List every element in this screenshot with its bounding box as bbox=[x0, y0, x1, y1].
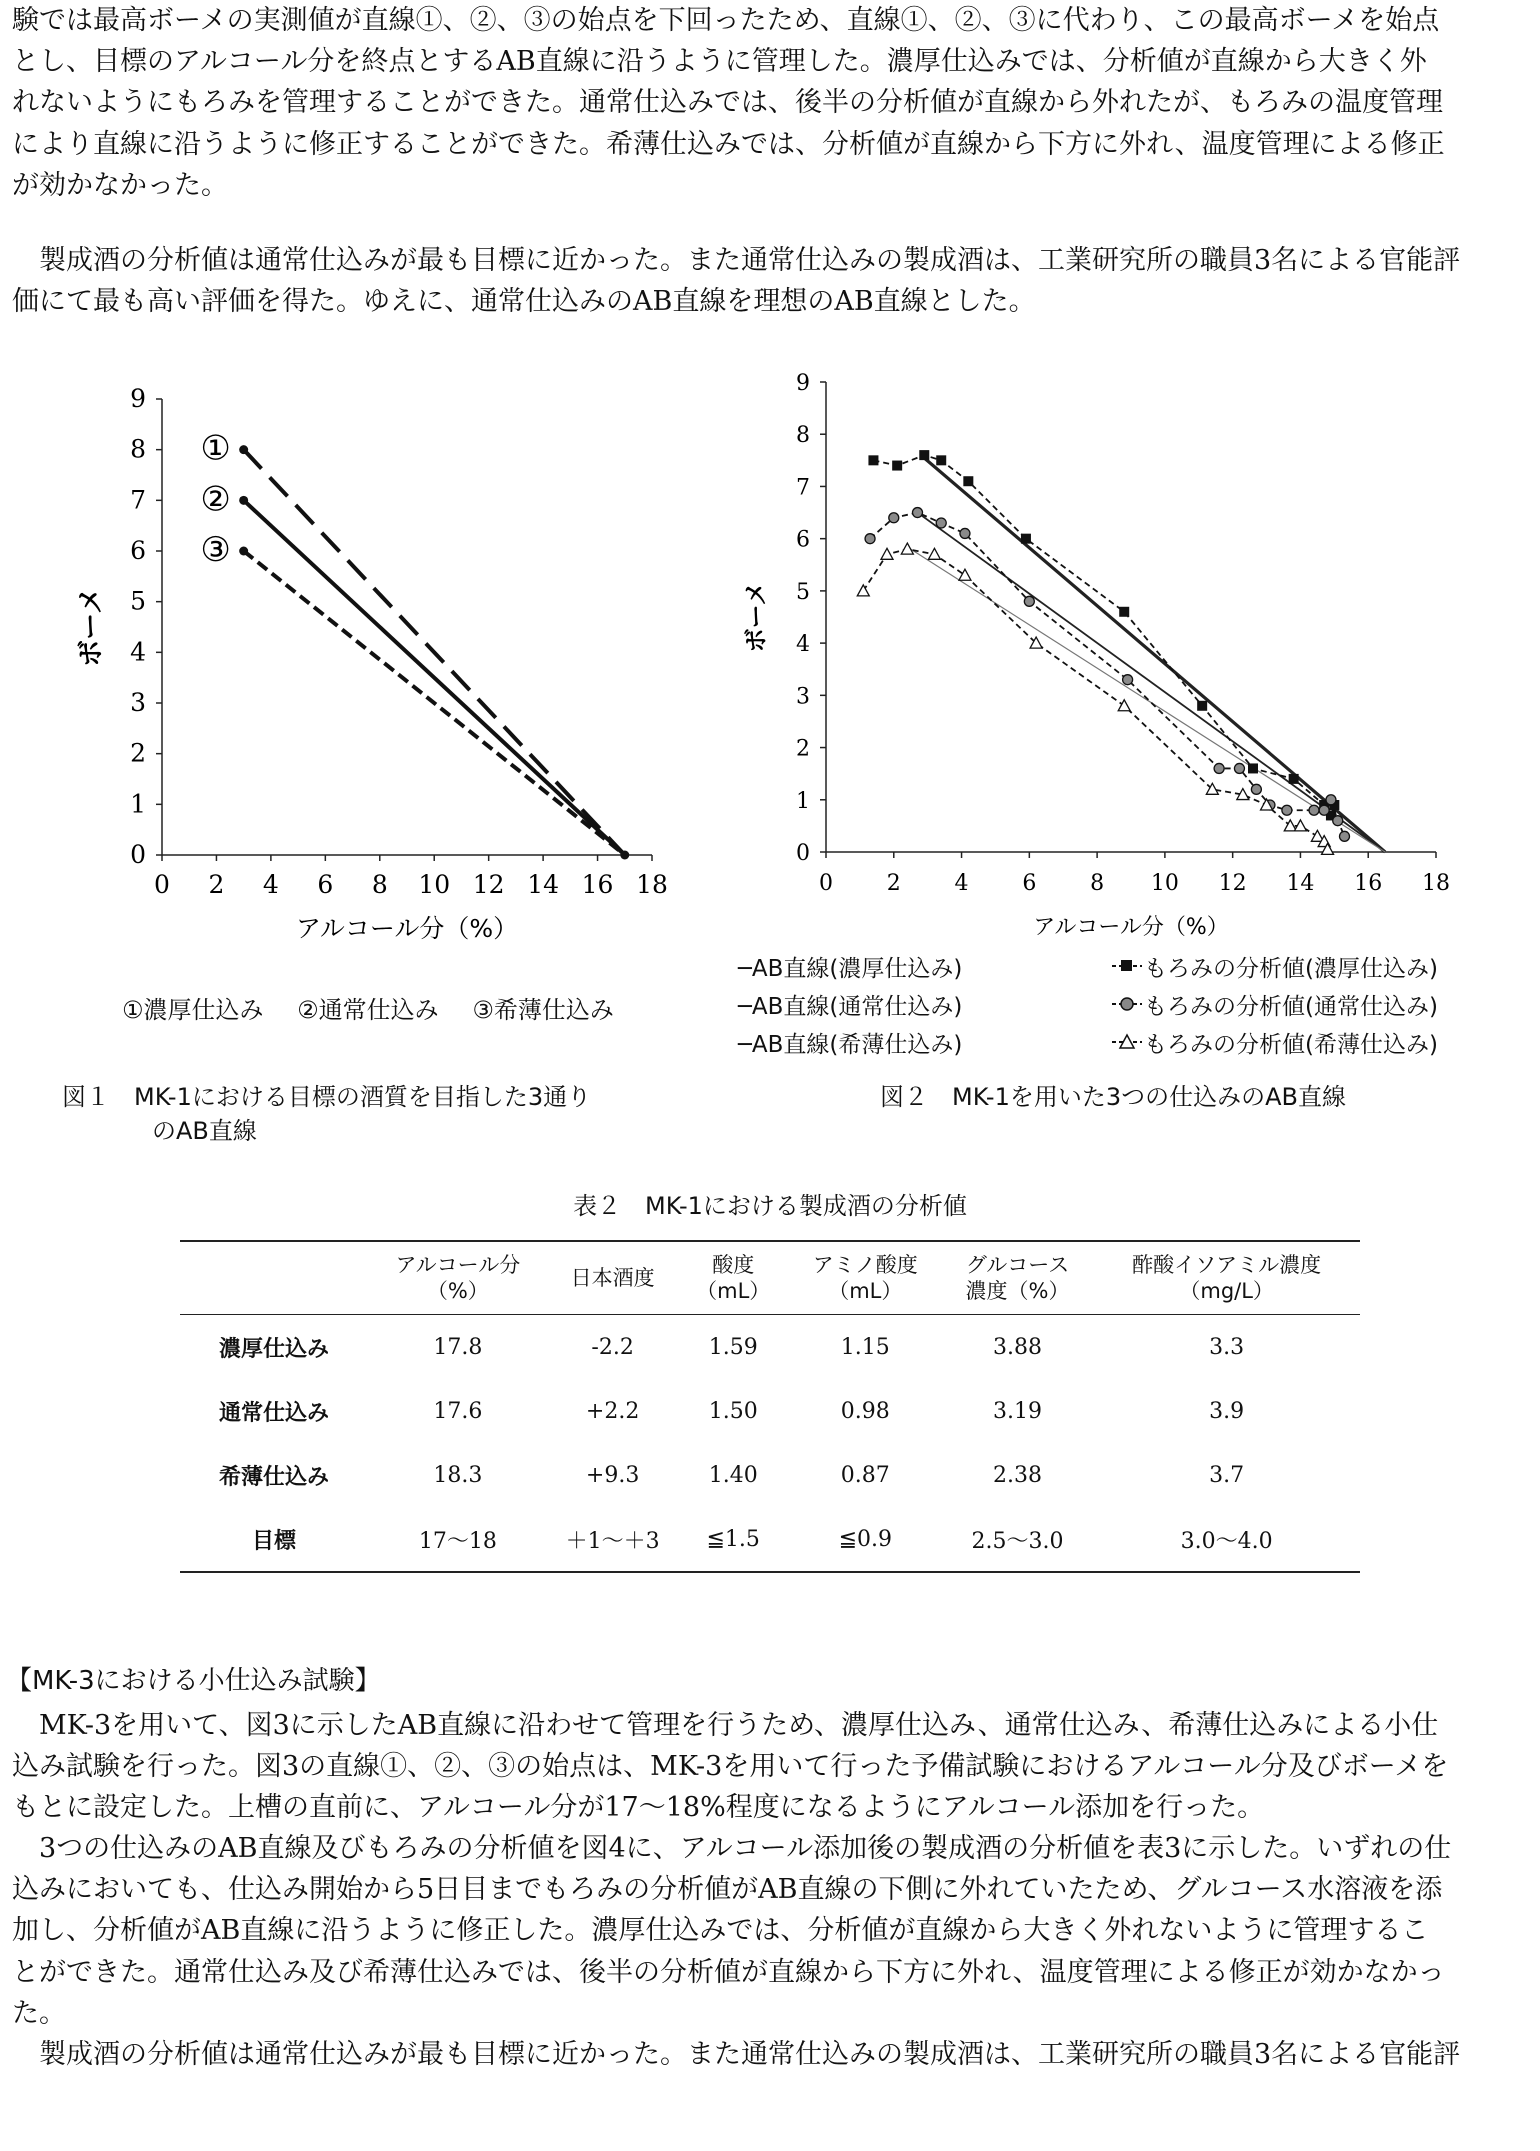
table-cell: 3.3 bbox=[1209, 1334, 1245, 1360]
square-marker-icon bbox=[1110, 956, 1144, 976]
x-tick-label: 12 bbox=[1218, 871, 1247, 896]
caption-line: 図１ MK-1における目標の酒質を目指した3通り bbox=[62, 1083, 592, 1111]
table-header-cell bbox=[180, 1241, 368, 1315]
figure-2-chart bbox=[730, 360, 1450, 960]
data-point bbox=[1284, 820, 1296, 831]
data-point bbox=[1248, 763, 1258, 773]
data-point bbox=[1251, 784, 1261, 794]
series-start-point bbox=[239, 547, 248, 556]
table-header-cell: 酢酸イソアミル濃度 （mg/L） bbox=[1132, 1253, 1322, 1303]
legend-item: もろみの分析値(濃厚仕込み) bbox=[1110, 950, 1438, 988]
x-tick-label: 14 bbox=[1286, 871, 1315, 896]
table-row bbox=[180, 1507, 1360, 1572]
data-point bbox=[881, 548, 893, 559]
y-tick-label: 4 bbox=[796, 632, 810, 658]
y-tick-label: 1 bbox=[130, 789, 146, 819]
text-line: 加し、分析値がAB直線に沿うように修正した。濃厚仕込みでは、分析値が直線から大きく外れないように管理するこ bbox=[12, 1915, 1429, 1947]
table-cell: 希薄仕込み bbox=[218, 1464, 329, 1490]
table-2 bbox=[180, 1240, 1360, 1573]
table-cell: 3.0〜4.0 bbox=[1180, 1528, 1273, 1554]
paragraph-top-2 bbox=[12, 240, 1528, 322]
table-cell: 0.98 bbox=[840, 1398, 890, 1424]
table-cell: 2.5〜3.0 bbox=[971, 1528, 1064, 1554]
ab-line bbox=[921, 455, 1385, 852]
data-point bbox=[1118, 700, 1130, 711]
data-point bbox=[901, 543, 913, 554]
legend-item: ②通常仕込み bbox=[297, 996, 439, 1024]
text-line: 製成酒の分析値は通常仕込みが最も目標に近かった。また通常仕込みの製成酒は、工業研究所の職員3名による官能評 bbox=[39, 245, 1461, 276]
table-cell: 3.7 bbox=[1209, 1462, 1245, 1488]
data-point bbox=[865, 534, 875, 544]
y-tick-label: 8 bbox=[130, 434, 146, 464]
x-tick-label: 2 bbox=[886, 871, 901, 896]
x-tick-label: 6 bbox=[1022, 871, 1037, 896]
text-line: MK-3を用いて、図3に示したAB直線に沿わせて管理を行うため、濃厚仕込み、通常仕込み、希薄仕込みによる小仕 bbox=[39, 1710, 1439, 1741]
data-point bbox=[963, 476, 973, 486]
data-point bbox=[868, 455, 878, 465]
y-axis-label: ボーメ bbox=[742, 581, 770, 653]
data-point bbox=[1119, 607, 1129, 617]
table-cell: -2.2 bbox=[591, 1334, 634, 1360]
x-tick-label: 4 bbox=[262, 870, 279, 899]
table-cell: 0.87 bbox=[840, 1462, 890, 1488]
text-line: もとに設定した。上槽の直前に、アルコール分が17〜18%程度になるようにアルコール添加を行った。 bbox=[12, 1792, 1265, 1824]
legend-item: ─AB直線(希薄仕込み) bbox=[738, 1032, 963, 1058]
x-tick-label: 14 bbox=[527, 870, 560, 899]
y-tick-label: 5 bbox=[796, 579, 810, 605]
table-row bbox=[180, 1379, 1360, 1443]
table-cell: 18.3 bbox=[433, 1462, 483, 1488]
table-cell: ＋1〜＋3 bbox=[565, 1528, 660, 1554]
data-point bbox=[889, 513, 899, 523]
text-line: 込み試験を行った。図3の直線①、②、③の始点は、MK-3を用いて行った予備試験におけるアルコール分及びボーメを bbox=[12, 1751, 1449, 1783]
table-2-title: 表２ MK-1における製成酒の分析値 bbox=[573, 1192, 967, 1220]
series-line bbox=[244, 500, 625, 855]
table-header-cell: 酸度 （mL） bbox=[696, 1253, 771, 1303]
x-tick-label: 0 bbox=[154, 870, 170, 899]
data-point bbox=[928, 548, 940, 559]
table-header-cell: アルコール分 （%） bbox=[395, 1253, 521, 1303]
table-cell: 2.38 bbox=[993, 1462, 1043, 1488]
y-tick-label: 4 bbox=[130, 637, 146, 667]
y-tick-label: 9 bbox=[130, 384, 146, 413]
paragraph-top-1 bbox=[12, 0, 1528, 206]
figure-1-legend bbox=[122, 990, 640, 1025]
x-tick-label: 2 bbox=[208, 870, 225, 899]
data-point bbox=[1214, 763, 1224, 773]
data-point bbox=[857, 585, 869, 596]
paragraph-section-1 bbox=[12, 1705, 1528, 1829]
text-line: 価にて最も高い評価を得た。ゆえに、通常仕込みのAB直線を理想のAB直線とした。 bbox=[12, 286, 1036, 318]
text-line: 込みにおいても、仕込み開始から5日目までもろみの分析値がAB直線の下側に外れていたため、グルコース水溶液を添 bbox=[12, 1874, 1443, 1906]
series-line bbox=[244, 551, 625, 855]
table-cell: 1.59 bbox=[708, 1334, 758, 1360]
series-label: ① bbox=[200, 428, 231, 469]
table-cell: 3.9 bbox=[1209, 1398, 1245, 1424]
text-line: 製成酒の分析値は通常仕込みが最も目標に近かった。また通常仕込みの製成酒は、工業研究所の職員3名による官能評 bbox=[39, 2039, 1461, 2070]
figure-2-legend-markers bbox=[1110, 950, 1438, 1064]
figure-2-legend bbox=[738, 950, 962, 1064]
paragraph-section-2 bbox=[12, 1828, 1528, 2034]
table-header-row bbox=[180, 1241, 1360, 1315]
text-line: とし、目標のアルコール分を終点とするAB直線に沿うように管理した。濃厚仕込みでは、分析値が直線から大きく外 bbox=[12, 46, 1427, 78]
x-axis-label: アルコール分（%） bbox=[1033, 915, 1229, 940]
x-tick-label: 6 bbox=[317, 870, 334, 899]
y-axis-label: ボーメ bbox=[76, 587, 107, 667]
data-point bbox=[1123, 675, 1133, 685]
data-point bbox=[1340, 831, 1350, 841]
data-point bbox=[1333, 816, 1343, 826]
x-tick-label: 10 bbox=[1150, 871, 1179, 896]
table-cell: 1.40 bbox=[708, 1462, 758, 1488]
x-tick-label: 16 bbox=[581, 870, 614, 899]
series-start-point bbox=[239, 445, 248, 454]
data-point bbox=[1197, 701, 1207, 711]
legend-item: ─AB直線(濃厚仕込み) bbox=[738, 956, 963, 982]
table-cell: ≦0.9 bbox=[838, 1526, 892, 1552]
table-cell: 17.6 bbox=[433, 1398, 483, 1424]
table-cell: 通常仕込み bbox=[218, 1400, 329, 1426]
table-cell: +9.3 bbox=[585, 1462, 640, 1488]
data-point bbox=[960, 528, 970, 538]
legend-item: ①濃厚仕込み bbox=[122, 996, 264, 1024]
series-start-point bbox=[239, 496, 248, 505]
section-heading: 【MK-3における小仕込み試験】 bbox=[6, 1666, 381, 1696]
text-line: 験では最高ボーメの実測値が直線①、②、③の始点を下回ったため、直線①、②、③に代わり、この最高ボーメを始点 bbox=[12, 5, 1440, 36]
circle-marker-icon bbox=[1110, 994, 1144, 1014]
y-tick-label: 6 bbox=[796, 527, 810, 553]
legend-item: もろみの分析値(通常仕込み) bbox=[1110, 988, 1438, 1026]
table-cell: 濃厚仕込み bbox=[218, 1336, 329, 1362]
x-tick-label: 18 bbox=[1422, 871, 1450, 896]
triangle-marker-icon bbox=[1110, 1032, 1144, 1052]
table-cell: 1.50 bbox=[708, 1398, 758, 1424]
table-cell: ≦1.5 bbox=[706, 1526, 760, 1552]
text-line: れないようにもろみを管理することができた。通常仕込みでは、後半の分析値が直線から外れたが、もろみの温度管理 bbox=[12, 87, 1443, 119]
legend-item: ③希薄仕込み bbox=[472, 996, 614, 1024]
table-header-cell: グルコース 濃度（%） bbox=[965, 1253, 1070, 1303]
table-cell: 3.88 bbox=[993, 1334, 1043, 1360]
text-line: 3つの仕込みのAB直線及びもろみの分析値を図4に、アルコール添加後の製成酒の分析値を表3に示した。いずれの仕 bbox=[39, 1833, 1452, 1864]
caption-line: のAB直線 bbox=[152, 1117, 257, 1145]
x-tick-label: 8 bbox=[1090, 871, 1105, 896]
x-tick-label: 4 bbox=[954, 871, 969, 896]
text-line: とができた。通常仕込み及び希薄仕込みでは、後半の分析値が直線から下方に外れ、温度管理による修正が効かなかっ bbox=[12, 1956, 1445, 1988]
figure-1-caption bbox=[62, 1080, 591, 1148]
data-point bbox=[1024, 596, 1034, 606]
y-tick-label: 5 bbox=[130, 586, 146, 616]
caption-line: 図２ MK-1を用いた3つの仕込みのAB直線 bbox=[880, 1083, 1347, 1111]
x-tick-label: 8 bbox=[371, 870, 388, 899]
paragraph-section-3 bbox=[12, 2034, 1528, 2075]
ab-line bbox=[918, 513, 1386, 852]
table-row bbox=[180, 1315, 1360, 1380]
legend-item: ─AB直線(通常仕込み) bbox=[738, 994, 963, 1020]
series-line bbox=[244, 450, 625, 855]
table-header-cell: 日本酒度 bbox=[570, 1266, 655, 1290]
series-polyline bbox=[863, 549, 1327, 849]
data-point bbox=[892, 461, 902, 471]
table-cell: 17.8 bbox=[433, 1334, 483, 1360]
table-cell: +2.2 bbox=[585, 1398, 640, 1424]
y-tick-label: 0 bbox=[796, 841, 810, 866]
y-tick-label: 8 bbox=[796, 423, 810, 449]
series-polyline bbox=[873, 455, 1334, 815]
data-point bbox=[1289, 774, 1299, 784]
figure-1-chart bbox=[76, 380, 680, 980]
figure-2-caption bbox=[880, 1080, 1346, 1114]
end-point bbox=[620, 851, 629, 860]
data-point bbox=[1021, 534, 1031, 544]
x-axis-label: アルコール分（%） bbox=[295, 914, 519, 943]
data-point bbox=[1309, 805, 1319, 815]
x-tick-label: 18 bbox=[636, 870, 668, 899]
data-point bbox=[1282, 805, 1292, 815]
y-tick-label: 3 bbox=[130, 688, 146, 717]
text-line: た。 bbox=[12, 1997, 66, 2029]
y-tick-label: 7 bbox=[796, 475, 810, 501]
data-point bbox=[913, 508, 923, 518]
table-row bbox=[180, 1443, 1360, 1507]
data-point bbox=[959, 569, 971, 580]
table-cell: 1.15 bbox=[840, 1334, 890, 1360]
y-tick-label: 1 bbox=[796, 788, 810, 814]
x-tick-label: 16 bbox=[1354, 871, 1383, 896]
y-tick-label: 2 bbox=[796, 736, 810, 762]
data-point bbox=[936, 518, 946, 528]
series-label: ③ bbox=[200, 530, 231, 570]
x-tick-label: 12 bbox=[472, 870, 505, 899]
table-cell: 目標 bbox=[251, 1528, 296, 1554]
y-tick-label: 9 bbox=[796, 371, 810, 396]
y-tick-label: 6 bbox=[130, 536, 146, 565]
data-point bbox=[1234, 763, 1244, 773]
legend-item: もろみの分析値(希薄仕込み) bbox=[1110, 1026, 1438, 1064]
x-tick-label: 10 bbox=[418, 870, 451, 899]
y-tick-label: 7 bbox=[130, 485, 146, 515]
series-label: ② bbox=[200, 479, 231, 520]
data-point bbox=[1326, 795, 1336, 805]
text-line: により直線に沿うように修正することができた。希薄仕込みでは、分析値が直線から下方に外れ、温度管理による修正 bbox=[12, 128, 1445, 160]
text-line: が効かなかった。 bbox=[12, 169, 228, 201]
data-point bbox=[1319, 805, 1329, 815]
x-tick-label: 0 bbox=[819, 871, 833, 896]
data-point bbox=[936, 455, 946, 465]
y-tick-label: 3 bbox=[796, 684, 810, 710]
y-tick-label: 2 bbox=[130, 738, 146, 768]
table-cell: 3.19 bbox=[993, 1398, 1043, 1424]
table-header-cell: アミノ酸度 （mL） bbox=[812, 1253, 918, 1303]
y-tick-label: 0 bbox=[130, 840, 146, 869]
table-cell: 17〜18 bbox=[418, 1528, 497, 1554]
data-point bbox=[919, 450, 929, 460]
